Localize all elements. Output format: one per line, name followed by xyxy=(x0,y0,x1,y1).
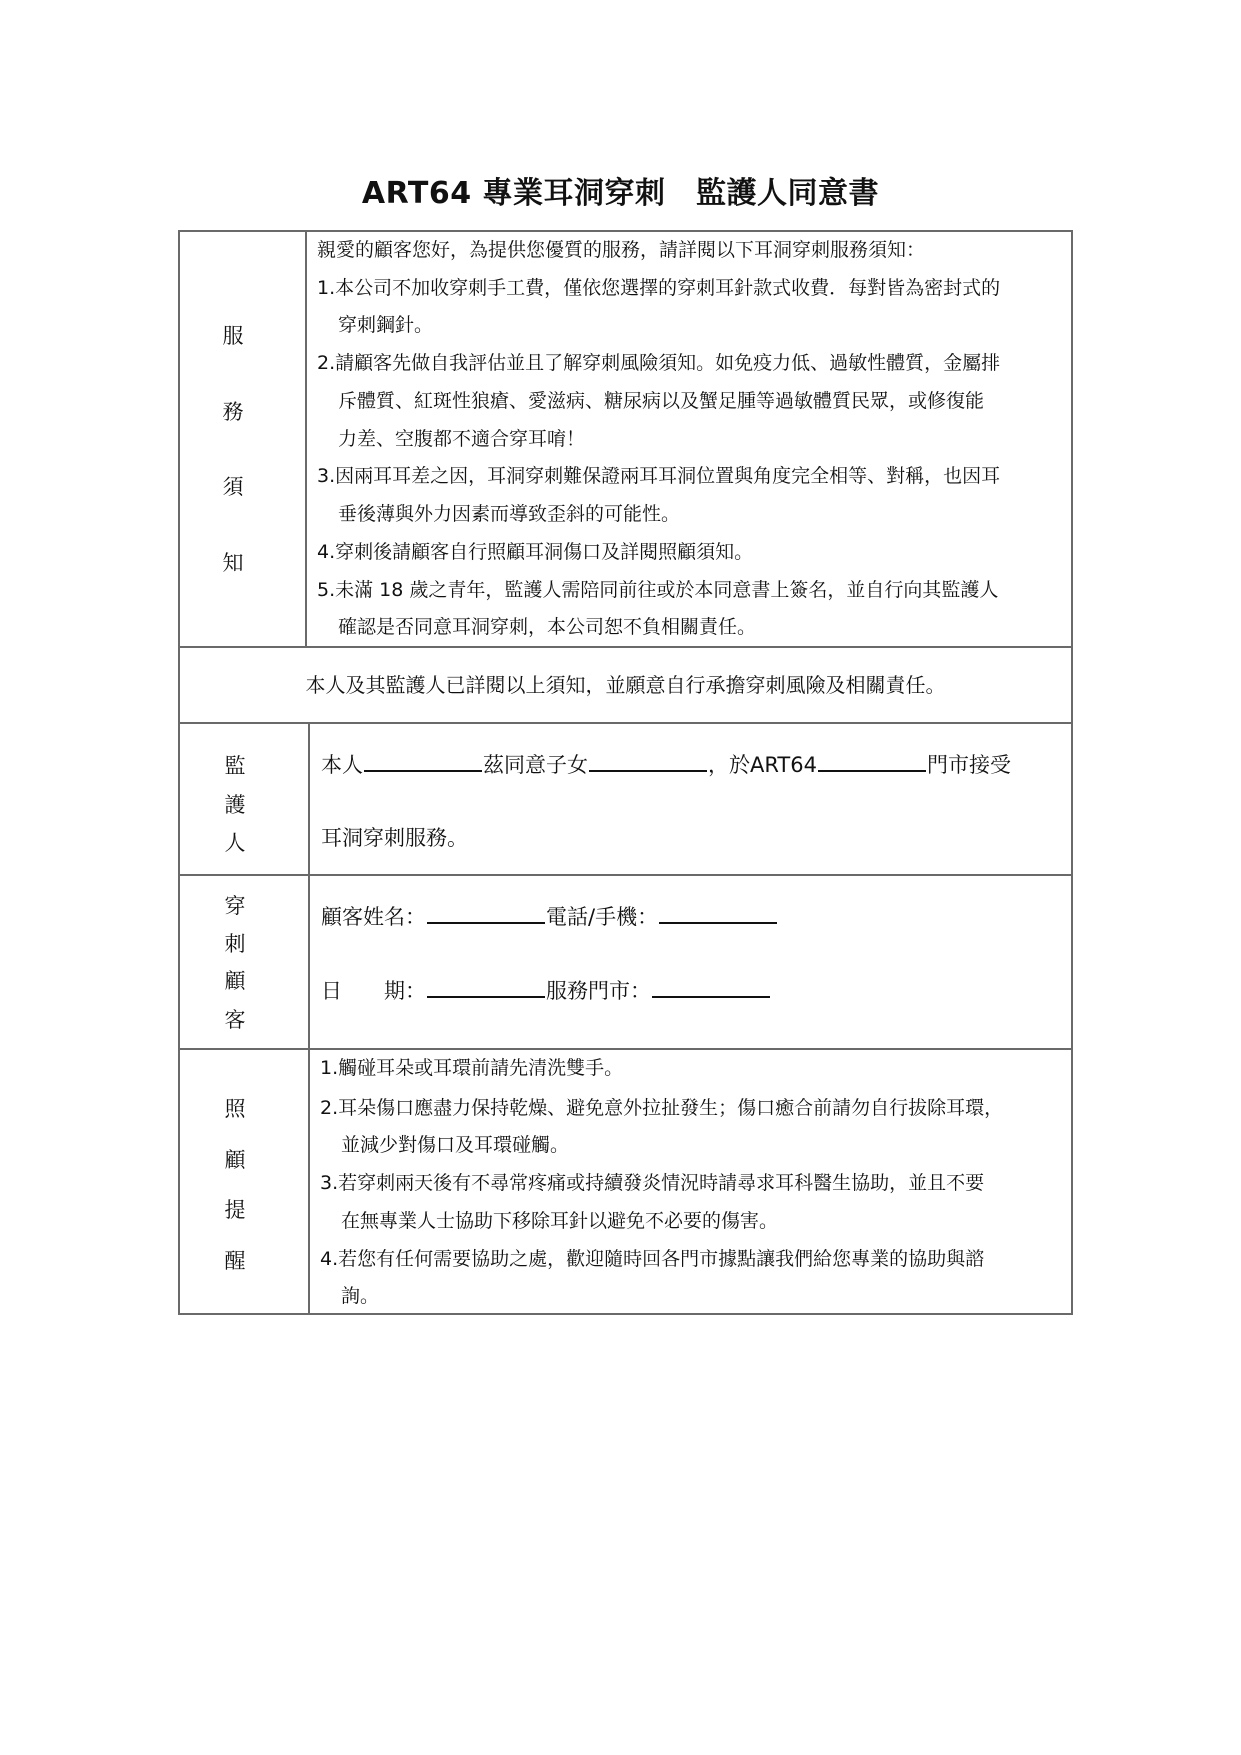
guardian-text: 茲同意子女 xyxy=(483,753,588,777)
column-divider xyxy=(308,722,310,1315)
guardian-text: ，於ART64 xyxy=(708,753,817,777)
section-label-char: 監 xyxy=(224,754,246,778)
notice-line: 親愛的顧客您好，為提供您優質的服務，請詳閱以下耳洞穿刺服務須知： xyxy=(317,239,926,261)
phone-blank[interactable] xyxy=(659,902,777,924)
child-name-blank[interactable] xyxy=(589,750,707,772)
section-label-char: 須 xyxy=(222,475,244,499)
notice-line: 1.本公司不加收穿刺手工費，僅依您選擇的穿刺耳針款式收費．每對皆為密封式的 xyxy=(317,277,1001,299)
table-divider xyxy=(178,1048,1073,1050)
section-label-char: 護 xyxy=(224,793,246,817)
guardian-text: 門市接受 xyxy=(926,753,1011,777)
customer-line-1 xyxy=(321,902,778,930)
section-label-char: 客 xyxy=(224,1008,246,1032)
date-blank[interactable] xyxy=(427,976,545,998)
notice-line: 4.穿刺後請顧客自行照顧耳洞傷口及詳閱照顧須知。 xyxy=(317,541,754,563)
notice-line: 確認是否同意耳洞穿刺，本公司恕不負相關責任。 xyxy=(338,616,757,638)
store-blank[interactable] xyxy=(818,750,926,772)
section-label-char: 人 xyxy=(224,831,246,855)
notice-line: 2.請顧客先做自我評估並且了解穿刺風險須知。如免疫力低、過敏性體質，金屬排 xyxy=(317,352,1001,374)
phone-label: 電話/手機： xyxy=(546,905,659,929)
care-line: 4.若您有任何需要協助之處，歡迎隨時回各門市據點讓我們給您專業的協助與諮 xyxy=(320,1248,985,1270)
notice-line: 3.因兩耳耳差之因，耳洞穿刺難保證兩耳耳洞位置與角度完全相等、對稱，也因耳 xyxy=(317,465,1001,487)
service-store-label: 服務門市： xyxy=(546,979,651,1003)
guardian-line-2: 耳洞穿刺服務。 xyxy=(321,826,468,850)
table-border xyxy=(178,230,1073,232)
section-label-char: 提 xyxy=(224,1198,246,1222)
date-label: 日 期： xyxy=(321,979,426,1003)
column-divider xyxy=(305,230,307,647)
notice-line: 垂後薄與外力因素而導致歪斜的可能性。 xyxy=(338,503,681,525)
care-line: 1.觸碰耳朵或耳環前請先清洗雙手。 xyxy=(320,1057,624,1079)
care-line: 2.耳朵傷口應盡力保持乾燥、避免意外拉扯發生；傷口癒合前請勿自行拔除耳環， xyxy=(320,1097,1004,1119)
care-line: 3.若穿刺兩天後有不尋常疼痛或持續發炎情況時請尋求耳科醫生協助，並且不要 xyxy=(320,1172,985,1194)
consent-statement: 本人及其監護人已詳閱以上須知，並願意自行承擔穿刺風險及相關責任。 xyxy=(305,673,946,697)
notice-line: 斥體質、紅斑性狼瘡、愛滋病、糖尿病以及蟹足腫等過敏體質民眾，或修復能 xyxy=(338,390,985,412)
section-label-char: 醒 xyxy=(224,1249,246,1273)
section-label-char: 務 xyxy=(222,400,244,424)
service-store-blank[interactable] xyxy=(652,976,770,998)
section-label-char: 穿 xyxy=(224,894,246,918)
section-label-char: 顧 xyxy=(224,1148,246,1172)
guardian-name-blank[interactable] xyxy=(364,750,482,772)
section-label-char: 照 xyxy=(224,1097,246,1121)
table-divider xyxy=(178,874,1073,876)
customer-line-2 xyxy=(321,976,771,1004)
notice-line: 穿刺鋼針。 xyxy=(338,314,434,336)
guardian-text: 本人 xyxy=(321,753,363,777)
notice-line: 5.未滿 18 歲之青年，監護人需陪同前往或於本同意書上簽名，並自行向其監護人 xyxy=(317,579,999,601)
care-line: 在無專業人士協助下移除耳針以避免不必要的傷害。 xyxy=(341,1210,779,1232)
table-border xyxy=(178,1313,1073,1315)
care-line: 並減少對傷口及耳環碰觸。 xyxy=(341,1134,570,1156)
section-label-char: 服 xyxy=(222,324,244,348)
guardian-line-1 xyxy=(321,750,1011,778)
document-title: ART64 專業耳洞穿刺 監護人同意書 xyxy=(361,176,880,211)
section-label-char: 知 xyxy=(222,551,244,575)
section-label-char: 刺 xyxy=(224,932,246,956)
notice-line: 力差、空腹都不適合穿耳唷！ xyxy=(338,428,586,450)
customer-name-label: 顧客姓名： xyxy=(321,905,426,929)
section-label-char: 顧 xyxy=(224,969,246,993)
table-divider xyxy=(178,646,1073,648)
table-border xyxy=(178,230,180,1315)
customer-name-blank[interactable] xyxy=(427,902,545,924)
table-border xyxy=(1071,230,1073,1315)
care-line: 詢。 xyxy=(341,1285,380,1307)
table-divider xyxy=(178,722,1073,724)
